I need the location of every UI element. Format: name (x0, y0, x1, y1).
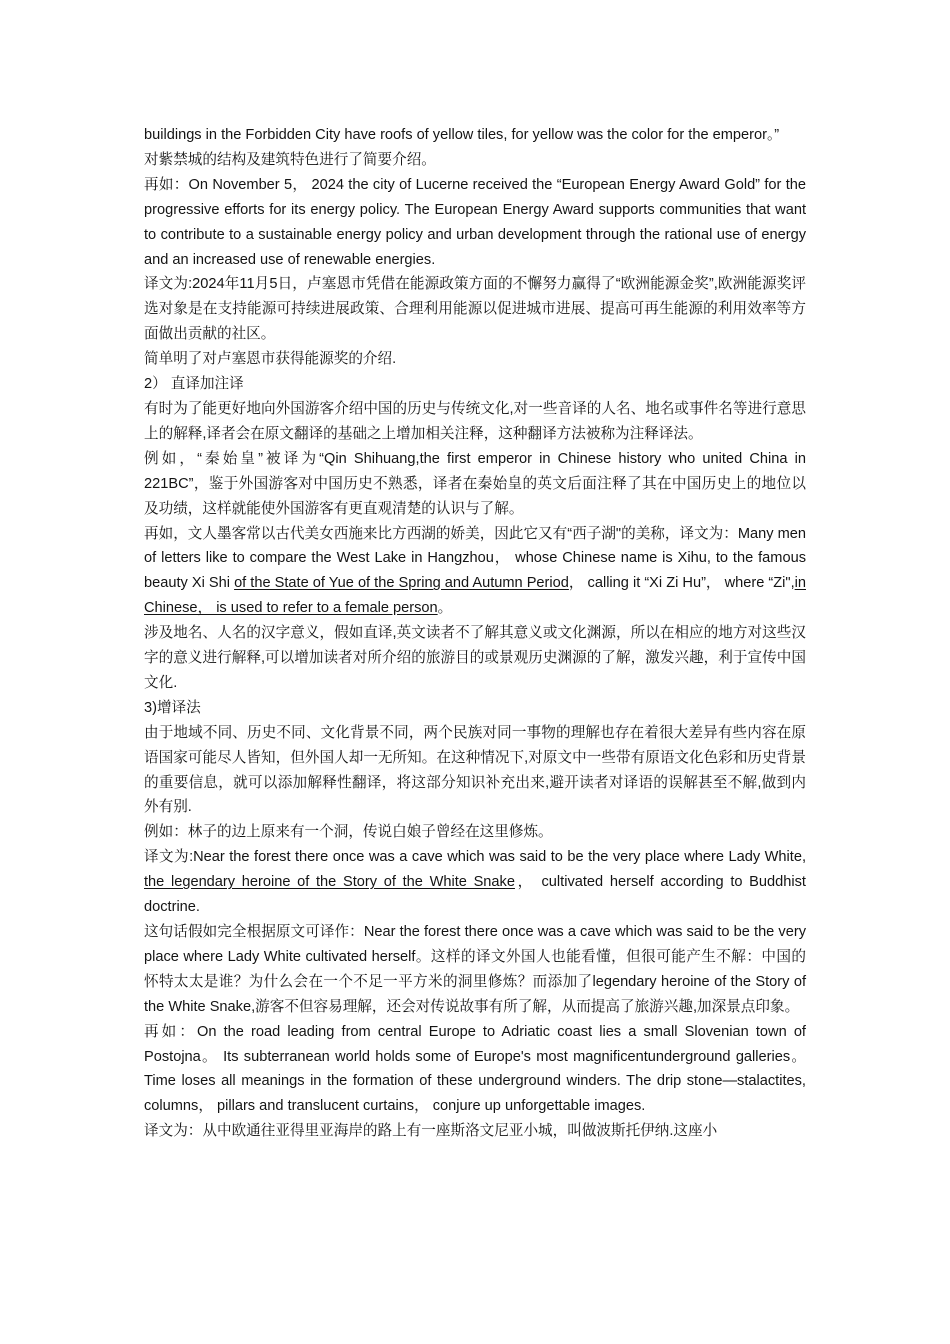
paragraph: 再如：On the road leading from central Europe to Adriatic coast lies a small Slovenian town of Postojna。 Its subterranean world holds some of Europe's most magnificentunderground galleries。 Time loses all meanings in the formation of these underground winders. The drip stone—stalactites, columns， pillars and translucent curtains， conjure up unforgettable images. (144, 1023, 806, 1115)
paragraph: 再如：On November 5， 2024 the city of Lucerne received the “European Energy Award Gold” for the progressive efforts for its energy policy. The European Energy Award supports communities that want to contribute to a sustainable energy policy and urban development through the rational use of energy and an increased use of renewable energies. (144, 176, 806, 268)
section-heading: 2） 直译加注译 (144, 376, 244, 393)
underlined-phrase: in Chinese， is used to refer to a female person (144, 575, 806, 617)
paragraph: 对紫禁城的结构及建筑特色进行了简要介绍。 (144, 151, 436, 168)
paragraph: 译文为：从中欧通往亚得里亚海岸的路上有一座斯洛文尼亚小城，叫做波斯托伊纳.这座小 (144, 1123, 718, 1140)
document-body (144, 123, 806, 1144)
underlined-phrase: of the State of Yue of the Spring and Autumn Period (234, 575, 569, 592)
paragraph: 再如，文人墨客常以古代美女西施来比方西湖的娇美，因此它又有“西子湖"的美称，译文为：Many men of letters like to compare the West Lake in Hangzhou， whose Chinese name is Xihu, to the famous beauty Xi Shi of the State of Yue of the Spring and Autumn Period， calling it “Xi Zi Hu”， where “Zi",in Chinese， is used to refer to a female person。 (144, 525, 806, 617)
paragraph: 由于地域不同、历史不同、文化背景不同，两个民族对同一事物的理解也存在着很大差异有些内容在原语国家可能尽人皆知，但外国人却一无所知。在这种情况下,对原文中一些带有原语文化色彩和历史背景的重要信息，就可以添加解释性翻译，将这部分知识补充出来,避开读者对译语的误解甚至不解,做到内外有别. (144, 724, 806, 816)
paragraph: 例如：林子的边上原来有一个洞，传说白娘子曾经在这里修炼。 (144, 824, 553, 841)
paragraph: 涉及地名、人名的汉字意义，假如直译,英文读者不了解其意义或文化渊源，所以在相应的地方对这些汉字的意义进行解释,可以增加读者对所介绍的旅游目的或景观历史渊源的了解，激发兴趣，利于宣传中国文化. (144, 625, 806, 691)
underlined-phrase: the legendary heroine of the Story of the White Snake (144, 874, 515, 891)
paragraph: 译文为:Near the forest there once was a cave which was said to be the very place where Lady White, the legendary heroine of the Story of the White Snake， cultivated herself according to Buddhist doctrine. (144, 849, 806, 916)
paragraph: 简单明了对卢塞恩市获得能源奖的介绍. (144, 351, 397, 368)
paragraph: 例如，“秦始皇”被译为“Qin Shihuang,the first emperor in Chinese history who united China in 221BC”，鉴于外国游客对中国历史不熟悉，译者在秦始皇的英文后面注释了其在中国历史上的地位以及功绩，这样就能使外国游客有更直观清楚的认识与了解。 (144, 450, 806, 517)
paragraph: buildings in the Forbidden City have roofs of yellow tiles, for yellow was the color for the emperor。” (144, 127, 780, 143)
paragraph: 这句话假如完全根据原文可译作：Near the forest there once was a cave which was said to be the very place where Lady White cultivated herself。这样的译文外国人也能看懂，但很可能产生不解：中国的怀特太太是谁？为什么会在一个不足一平方米的洞里修炼？而添加了legendary heroine of the Story of the White Snake,游客不但容易理解，还会对传说故事有所了解，从而提高了旅游兴趣,加深景点印象。 (144, 924, 806, 1015)
paragraph: 译文为:2024年11月5日，卢塞恩市凭借在能源政策方面的不懈努力赢得了“欧洲能源金奖”,欧洲能源奖评选对象是在支持能源可持续进展政策、合理利用能源以促进城市进展、提高可再生能源的利用效率等方面做出贡献的社区。 (144, 276, 806, 343)
section-heading: 3)增译法 (144, 699, 201, 716)
paragraph: 有时为了能更好地向外国游客介绍中国的历史与传统文化,对一些音译的人名、地名或事件名等进行意思上的解释,译者会在原文翻译的基础之上增加相关注释，这种翻译方法被称为注释译法。 (144, 400, 806, 442)
